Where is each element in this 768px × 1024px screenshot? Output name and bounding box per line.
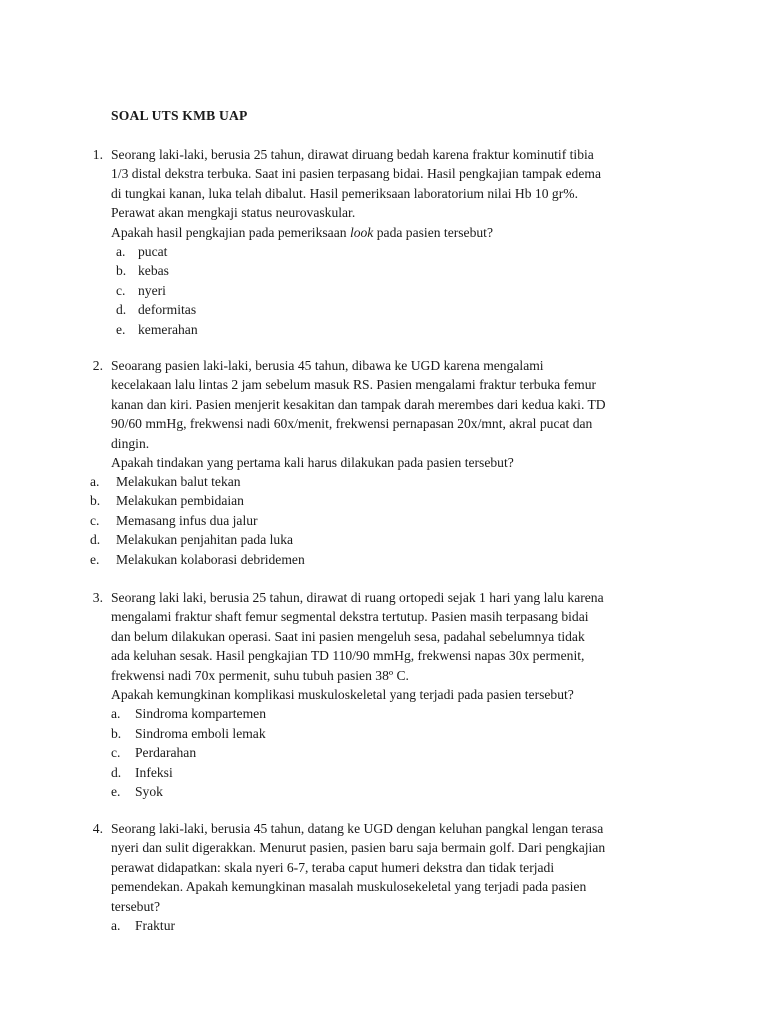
option-c: [90, 511, 590, 530]
option-letter: b.: [116, 263, 127, 279]
option-letter: e.: [90, 551, 100, 567]
question-body: [111, 819, 681, 935]
question-prompt-emphasis: look: [349, 224, 374, 240]
question-line: ada keluhan sesak. Hasil pengkajian TD 110/90 mmHg, frekwensi napas 30x permenit,: [111, 648, 585, 664]
question-line: 1/3 distal dekstra terbuka. Saat ini pasien terpasang bidai. Hasil pengkajian tampak edema: [111, 166, 601, 182]
option-letter: e.: [111, 783, 121, 799]
option-text: kemerahan: [138, 321, 198, 337]
option-letter: d.: [111, 764, 122, 780]
question-body: [111, 356, 681, 472]
question-line: dan belum dilakukan operasi. Saat ini pasien mengeluh sesa, padahal sebelumnya tidak: [111, 628, 585, 644]
option-list: [116, 242, 681, 339]
option-text: Syok: [135, 783, 163, 799]
question-prompt: Apakah kemungkinan komplikasi muskuloskeletal yang terjadi pada pasien tersebut?: [111, 686, 574, 702]
option-list: [90, 472, 590, 569]
option-text: nyeri: [138, 282, 166, 298]
question-line: dingin.: [111, 435, 150, 451]
option-text: pucat: [138, 243, 168, 259]
question-line: Seorang laki-laki, berusia 25 tahun, dirawat diruang bedah karena fraktur kominutif tibia: [111, 147, 594, 162]
question-line: di tungkai kanan, luka telah dibalut. Hasil pemeriksaan laboratorium nilai Hb 10 gr%.: [111, 185, 578, 201]
option-letter: d.: [90, 532, 101, 548]
option-text: Perdarahan: [135, 745, 197, 761]
option-text: deformitas: [138, 302, 197, 318]
option-text: Melakukan pembidaian: [116, 493, 244, 509]
question-line: 90/60 mmHg, frekwensi nadi 60x/menit, frekwensi pernapasan 20x/mnt, akral pucat dan: [111, 416, 593, 432]
option-a: [116, 242, 681, 261]
option-list: [111, 704, 681, 801]
option-e: [116, 320, 681, 339]
option-letter: a.: [116, 243, 126, 259]
option-letter: a.: [111, 917, 121, 933]
option-d: [90, 530, 590, 549]
question-line: Seoarang pasien laki-laki, berusia 45 tahun, dibawa ke UGD karena mengalami: [111, 358, 544, 373]
option-a: [111, 704, 681, 723]
question-prompt: Apakah tindakan yang pertama kali harus dilakukan pada pasien tersebut?: [111, 454, 514, 470]
option-text: Memasang infus dua jalur: [116, 512, 258, 528]
option-b: [116, 261, 681, 280]
question-line: mengalami fraktur shaft femur segmental dekstra tertutup. Pasien masih terpasang bidai: [111, 609, 589, 625]
question-line: Perawat akan mengkaji status neurovaskular.: [111, 205, 356, 221]
question-line: tersebut?: [111, 898, 161, 914]
option-text: Sindroma kompartemen: [135, 706, 266, 722]
option-text: Infeksi: [135, 764, 173, 780]
question-line: Seorang laki-laki, berusia 45 tahun, datang ke UGD dengan keluhan pangkal lengan terasa: [111, 821, 604, 836]
option-e: [111, 782, 681, 801]
option-letter: e.: [116, 321, 126, 337]
question-line: frekwensi nadi 70x permenit, suhu tubuh pasien 38º C.: [111, 667, 409, 683]
option-text: Melakukan kolaborasi debridemen: [116, 551, 305, 567]
question-line: kecelakaan lalu lintas 2 jam sebelum masuk RS. Pasien mengalami fraktur terbuka femur: [111, 377, 597, 393]
question-body: [111, 145, 681, 339]
option-letter: c.: [116, 282, 126, 298]
question-number: 4.: [92, 821, 103, 836]
option-letter: d.: [116, 302, 127, 318]
option-text: Melakukan penjahitan pada luka: [116, 532, 294, 548]
option-c: [116, 281, 681, 300]
option-letter: c.: [90, 512, 100, 528]
option-a: [111, 916, 681, 935]
option-text: Sindroma emboli lemak: [135, 725, 266, 741]
option-b: [111, 724, 681, 743]
option-letter: b.: [111, 725, 122, 741]
option-list: [111, 916, 681, 935]
question-number: 3.: [92, 590, 103, 605]
option-letter: c.: [111, 745, 121, 761]
question-number: 2.: [92, 358, 103, 373]
option-text: Fraktur: [135, 917, 176, 933]
question-body: [111, 588, 681, 801]
option-text: Melakukan balut tekan: [116, 474, 241, 489]
option-letter: a.: [111, 706, 121, 722]
question-line: perawat didapatkan: skala nyeri 6-7, teraba caput humeri dekstra dan tidak terjadi: [111, 859, 555, 875]
question-line: nyeri dan sulit digerakkan. Menurut pasien, pasien baru saja bermain golf. Dari pengkajian: [111, 840, 606, 856]
option-text: kebas: [138, 263, 169, 279]
option-letter: a.: [90, 474, 100, 489]
option-a: [90, 472, 590, 491]
question-line: Seorang laki laki, berusia 25 tahun, dirawat di ruang ortopedi sejak 1 hari yang lalu karena: [111, 590, 604, 605]
option-c: [111, 743, 681, 762]
question-prompt-pre: Apakah hasil pengkajian pada pemeriksaan: [111, 224, 350, 240]
question-prompt: [111, 223, 681, 242]
option-e: [90, 550, 590, 569]
question-prompt-post: pada pasien tersebut?: [373, 224, 493, 240]
option-d: [111, 763, 681, 782]
option-letter: b.: [90, 493, 101, 509]
question-line: pemendekan. Apakah kemungkinan masalah muskulosekeletal yang terjadi pada pasien: [111, 879, 587, 895]
option-d: [116, 300, 681, 319]
question-line: kanan dan kiri. Pasien menjerit kesakitan dan tampak darah merembes dari kedua kaki. TD: [111, 396, 606, 412]
option-b: [90, 491, 590, 510]
question-number: 1.: [92, 147, 103, 162]
document-title: SOAL UTS KMB UAP: [111, 108, 248, 123]
